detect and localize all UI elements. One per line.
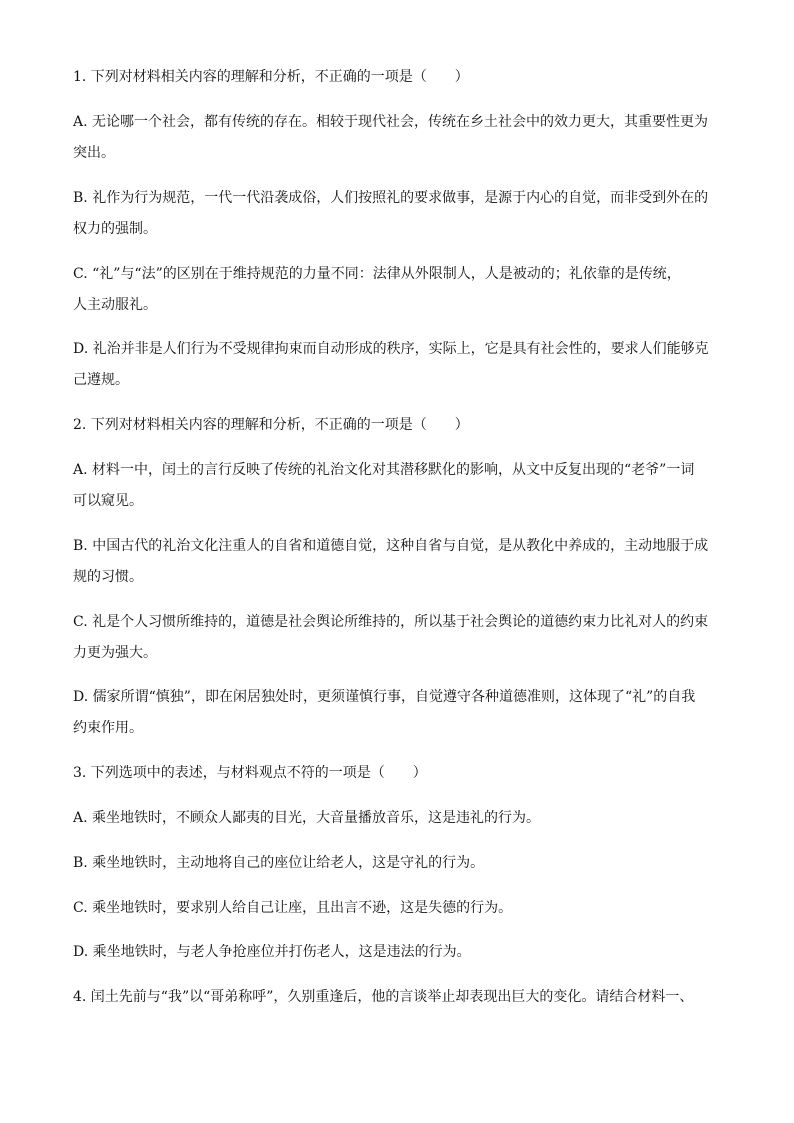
question-2-option-b-line-2: 规的习惯。 xyxy=(73,569,143,585)
question-1-option-d-line-1: D. 礼治并非是人们行为不受规律拘束而自动形成的秩序，实际上，它是具有社会性的，要求人们能够克 xyxy=(73,341,709,357)
question-1-option-a-line-2: 突出。 xyxy=(73,145,115,161)
question-2-option-c-line-2: 力更为强大。 xyxy=(73,645,157,661)
question-2-option-d-line-2: 约束作用。 xyxy=(73,720,143,736)
question-3-option-b: B. 乘坐地铁时，主动地将自己的座位让给老人，这是守礼的行为。 xyxy=(73,855,485,871)
question-1-option-c-line-1: C. “礼”与“法”的区别在于维持规范的力量不同：法律从外限制人，人是被动的；礼依靠的是传统， xyxy=(73,266,681,282)
question-2-option-a-line-1: A. 材料一中，闰土的言行反映了传统的礼治文化对其潜移默化的影响，从文中反复出现的“老爷”一词 xyxy=(73,462,695,478)
question-3-stem: 3. 下列选项中的表述，与材料观点不符的一项是（ ） xyxy=(73,765,427,781)
question-2-option-c-line-1: C. 礼是个人习惯所维持的，道德是社会舆论所维持的，所以基于社会舆论的道德约束力比礼对人的约束 xyxy=(73,614,709,630)
question-1-option-a-line-1: A. 无论哪一个社会，都有传统的存在。相较于现代社会，传统在乡土社会中的效力更大，其重要性更为 xyxy=(73,114,709,130)
question-2-option-b-line-1: B. 中国古代的礼治文化注重人的自省和道德自觉，这种自省与自觉，是从教化中养成的，主动地服于成 xyxy=(73,538,709,554)
question-1-option-d-line-2: 己遵规。 xyxy=(73,372,129,388)
question-1-option-c-line-2: 人主动服礼。 xyxy=(73,297,157,313)
question-3-option-d: D. 乘坐地铁时，与老人争抢座位并打伤老人，这是违法的行为。 xyxy=(73,944,471,960)
question-4-stem: 4. 闰土先前与“我”以“哥弟称呼”，久别重逢后，他的言谈举止却表现出巨大的变化。请结合材料一、 xyxy=(73,989,694,1005)
question-2-option-a-line-2: 可以窥见。 xyxy=(73,493,143,509)
question-2-stem: 2. 下列对材料相关内容的理解和分析，不正确的一项是（ ） xyxy=(73,417,469,433)
question-3-option-a: A. 乘坐地铁时，不顾众人鄙夷的目光，大音量播放音乐，这是违礼的行为。 xyxy=(73,810,541,826)
question-1-option-b-line-1: B. 礼作为行为规范，一代一代沿袭成俗，人们按照礼的要求做事，是源于内心的自觉，而非受到外在的 xyxy=(73,190,709,206)
question-3-option-c: C. 乘坐地铁时，要求别人给自己让座，且出言不逊，这是失德的行为。 xyxy=(73,900,513,916)
question-2-option-d-line-1: D. 儒家所谓“慎独”，即在闲居独处时，更须谨慎行事，自觉遵守各种道德准则，这体现了“礼”的自我 xyxy=(73,689,696,705)
question-1-option-b-line-2: 权力的强制。 xyxy=(73,221,157,237)
question-1-stem: 1. 下列对材料相关内容的理解和分析，不正确的一项是（ ） xyxy=(73,69,469,85)
